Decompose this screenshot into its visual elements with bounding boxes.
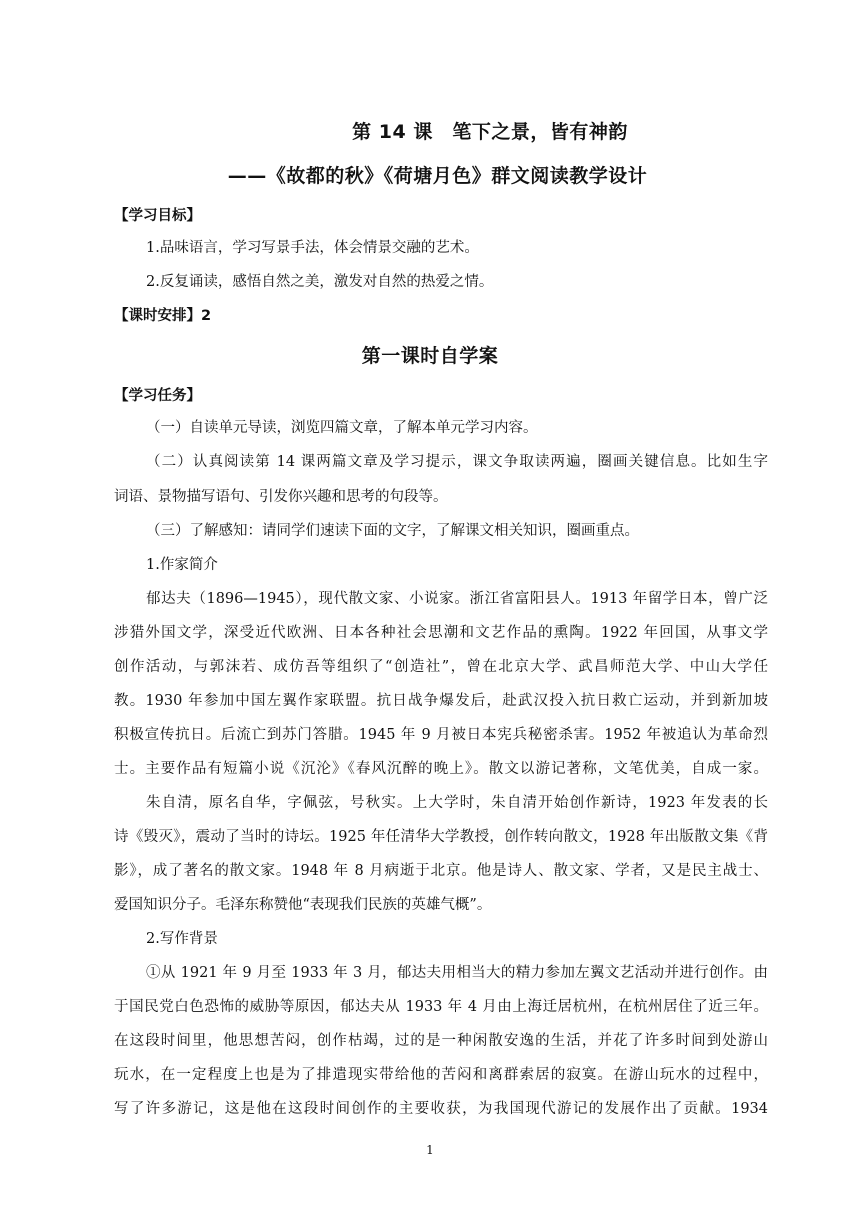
section-title: 第一课时自学案 <box>361 345 499 367</box>
tasks-label: 【学习任务】 <box>114 388 201 404</box>
page-number: 1 <box>426 1143 434 1157</box>
text-line: 创作活动，与郭沫若、成仿吾等组织了“创造社”，曾在北京大学、武昌师范大学、中山大学任 <box>114 659 768 675</box>
text-line: 玩水，在一定程度上也是为了排遣现实带给他的苦闷和离群索居的寂寞。在游山玩水的过程中， <box>114 1067 768 1083</box>
text-line: 写了许多游记，这是他在这段时间创作的主要收获，为我国现代游记的发展作出了贡献。1934 <box>114 1101 768 1117</box>
text-line: 积极宣传抗日。后流亡到苏门答腊。1945 年 9 月被日本宪兵秘密杀害。1952 年被追认为革命烈 <box>114 727 768 743</box>
text-line: ①从 1921 年 9 月至 1933 年 3 月，郁达夫用相当大的精力参加左翼文艺活动并进行创作。由 <box>146 965 768 981</box>
text-line: 朱自清，原名自华，字佩弦，号秋实。上大学时，朱自清开始创作新诗，1923 年发表的长 <box>146 795 768 811</box>
objective-item: 2.反复诵读，感悟自然之美，激发对自然的热爱之情。 <box>146 274 494 290</box>
text-line: 词语、景物描写语句、引发你兴趣和思考的句段等。 <box>114 489 448 505</box>
objective-item: 1.品味语言，学习写景手法，体会情景交融的艺术。 <box>146 240 479 256</box>
text-line: 影》，成了著名的散文家。1948 年 8 月病逝于北京。他是诗人、散文家、学者，又是民主战士、 <box>114 863 768 879</box>
text-line: 诗《毁灭》，震动了当时的诗坛。1925 年任清华大学教授，创作转向散文，1928 年出版散文集《背 <box>114 829 768 845</box>
text-line: 于国民党白色恐怖的威胁等原因，郁达夫从 1933 年 4 月由上海迁居杭州，在杭州居住了近三年。 <box>114 999 768 1015</box>
text-line: 涉猎外国文学，深受近代欧洲、日本各种社会思潮和文艺作品的熏陶。1922 年回国，从事文学 <box>114 625 768 641</box>
text-line: （三）了解感知：请同学们速读下面的文字，了解课文相关知识，圈画重点。 <box>146 523 639 539</box>
text-line: 爱国知识分子。毛泽东称赞他“表现我们民族的英雄气概”。 <box>114 897 492 913</box>
text-line: 士。主要作品有短篇小说《沉沦》《春风沉醉的晚上》。散文以游记著称，文笔优美，自成一家。 <box>114 761 768 777</box>
text-line: 教。1930 年参加中国左翼作家联盟。抗日战争爆发后，赴武汉投入抗日救亡运动，并到新加坡 <box>114 693 768 709</box>
text-line: （二）认真阅读第 14 课两篇文章及学习提示，课文争取读两遍，圈画关键信息。比如生字 <box>146 454 768 470</box>
objectives-label: 【学习目标】 <box>114 208 201 224</box>
schedule-label: 【课时安排】2 <box>114 308 212 324</box>
lesson-title: 第 14 课 笔下之景，皆有神韵 <box>352 121 628 143</box>
text-line: 在这段时间里，他思想苦闷，创作枯竭，过的是一种闲散安逸的生活，并花了许多时间到处游山 <box>114 1033 768 1049</box>
lesson-subtitle: ——《故都的秋》《荷塘月色》群文阅读教学设计 <box>227 165 648 187</box>
text-line: 2.写作背景 <box>146 931 218 947</box>
text-line: （一）自读单元导读，浏览四篇文章，了解本单元学习内容。 <box>146 420 538 436</box>
text-line: 1.作家简介 <box>146 557 218 573</box>
text-line: 郁达夫（1896—1945），现代散文家、小说家。浙江省富阳县人。1913 年留学日本，曾广泛 <box>146 591 768 607</box>
